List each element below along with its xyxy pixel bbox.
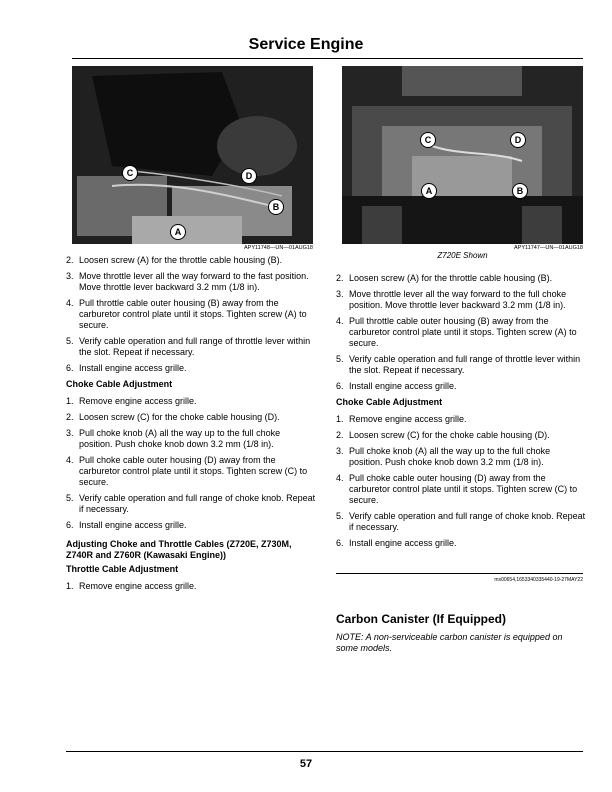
item-number: 1. (66, 581, 74, 591)
list-item (66, 520, 316, 531)
list-item (336, 381, 586, 392)
list-item (336, 446, 586, 468)
list-item (336, 273, 586, 284)
list-item (66, 581, 316, 592)
item-text: Remove engine access grille. (79, 581, 197, 591)
item-text: Install engine access grille. (79, 520, 187, 530)
item-text: Pull choke knob (A) all the way up to the full choke position. Push choke knob down 3.2 mm (1/8 in). (349, 446, 551, 467)
list-item (66, 412, 316, 423)
item-text: Install engine access grille. (79, 363, 187, 373)
item-text: Loosen screw (C) for the choke cable housing (D). (349, 430, 550, 440)
canister-heading: Carbon Canister (If Equipped) (336, 612, 507, 626)
footer-rule (66, 751, 583, 752)
item-text: Pull choke knob (A) all the way up to the full choke position. Push choke knob down 3.2 mm (1/8 in). (79, 428, 281, 449)
item-text: Install engine access grille. (349, 381, 457, 391)
item-number: 4. (336, 316, 344, 326)
figure-id-right: APY11747—UN—01AUG18 (514, 245, 583, 251)
item-number: 3. (66, 271, 74, 281)
list-item (66, 298, 316, 331)
callout-a-right: A (421, 183, 437, 199)
item-number: 5. (66, 336, 74, 346)
item-text: Install engine access grille. (349, 538, 457, 548)
header-rule (72, 58, 583, 59)
list-item (66, 271, 316, 293)
item-text: Pull choke cable outer housing (D) away from the carburetor control plate until it stops. Tighten screw (C) to secure. (79, 455, 308, 487)
right-column (336, 273, 586, 554)
item-number: 6. (66, 363, 74, 373)
item-number: 2. (336, 430, 344, 440)
list-item (336, 430, 586, 441)
item-text: Loosen screw (C) for the choke cable housing (D). (79, 412, 280, 422)
list-item (66, 428, 316, 450)
engine-illustration-left (72, 66, 313, 244)
item-number: 3. (66, 428, 74, 438)
figure-caption-right: Z720E Shown (437, 251, 488, 260)
item-text: Loosen screw (A) for the throttle cable housing (B). (349, 273, 553, 283)
list-item (66, 363, 316, 374)
choke-heading-right: Choke Cable Adjustment (336, 397, 443, 407)
item-number: 5. (336, 511, 344, 521)
item-number: 4. (66, 298, 74, 308)
engine-photo-left (72, 66, 313, 244)
choke-heading-left: Choke Cable Adjustment (66, 379, 173, 389)
list-item (66, 336, 316, 358)
item-number: 3. (336, 446, 344, 456)
item-text: Pull throttle cable outer housing (B) away from the carburetor control plate until it stops. Tighten screw (A) to secure. (79, 298, 307, 330)
engine-photo-right (342, 66, 583, 244)
canister-note: NOTE: A non-serviceable carbon canister is equipped on some models. (336, 632, 563, 653)
page-title: Service Engine (248, 36, 364, 53)
list-item (66, 396, 316, 407)
item-number: 2. (66, 255, 74, 265)
list-item (66, 255, 316, 266)
callout-d-right: D (510, 132, 526, 148)
item-number: 6. (336, 381, 344, 391)
item-text: Remove engine access grille. (349, 414, 467, 424)
callout-c-left: C (122, 165, 138, 181)
page-number: 57 (299, 758, 313, 770)
list-item (336, 414, 586, 425)
item-text: Move throttle lever all the way forward to the fast position. Move throttle lever backward 3.2 mm (1/8 in). (79, 271, 309, 292)
list-item (66, 455, 316, 488)
item-number: 2. (336, 273, 344, 283)
list-item (336, 511, 586, 533)
item-number: 4. (336, 473, 344, 483)
list-item (336, 316, 586, 349)
item-number: 4. (66, 455, 74, 465)
item-number: 5. (336, 354, 344, 364)
list-item (336, 289, 586, 311)
item-text: Pull choke cable outer housing (D) away from the carburetor control plate until it stops. Tighten screw (C) to secure. (349, 473, 578, 505)
list-item (336, 473, 586, 506)
document-id: mx00654,1653340335440-19-27MAY22 (494, 577, 583, 583)
callout-d-left: D (241, 168, 257, 184)
left-column (66, 255, 316, 597)
item-number: 6. (336, 538, 344, 548)
item-text: Pull throttle cable outer housing (B) away from the carburetor control plate until it stops. Tighten screw (A) to secure. (349, 316, 577, 348)
item-number: 1. (66, 396, 74, 406)
item-number: 2. (66, 412, 74, 422)
item-number: 3. (336, 289, 344, 299)
list-item (66, 493, 316, 515)
callout-b-right: B (512, 183, 528, 199)
engine-illustration-right (342, 66, 583, 244)
item-text: Remove engine access grille. (79, 396, 197, 406)
list-item (336, 354, 586, 376)
item-text: Verify cable operation and full range of throttle lever within the slot. Repeat if necessary. (349, 354, 581, 375)
list-item (336, 538, 586, 549)
item-number: 5. (66, 493, 74, 503)
section-rule (336, 573, 583, 574)
callout-a-left: A (170, 224, 186, 240)
throttle-heading-left: Throttle Cable Adjustment (66, 564, 179, 574)
item-text: Move throttle lever all the way forward to the full choke position. Move throttle lever backward 3.2 mm (1/8 in). (349, 289, 567, 310)
kawasaki-heading: Adjusting Choke and Throttle Cables (Z720E, Z730M, Z740R and Z760R (Kawasaki Engine)) (66, 539, 292, 560)
item-number: 6. (66, 520, 74, 530)
item-number: 1. (336, 414, 344, 424)
item-text: Verify cable operation and full range of throttle lever within the slot. Repeat if necessary. (79, 336, 311, 357)
item-text: Verify cable operation and full range of choke knob. Repeat if necessary. (79, 493, 316, 514)
callout-b-left: B (268, 199, 284, 215)
callout-c-right: C (420, 132, 436, 148)
item-text: Loosen screw (A) for the throttle cable housing (B). (79, 255, 283, 265)
figure-id-left: APY11748—UN—01AUG18 (244, 245, 313, 251)
item-text: Verify cable operation and full range of choke knob. Repeat if necessary. (349, 511, 586, 532)
